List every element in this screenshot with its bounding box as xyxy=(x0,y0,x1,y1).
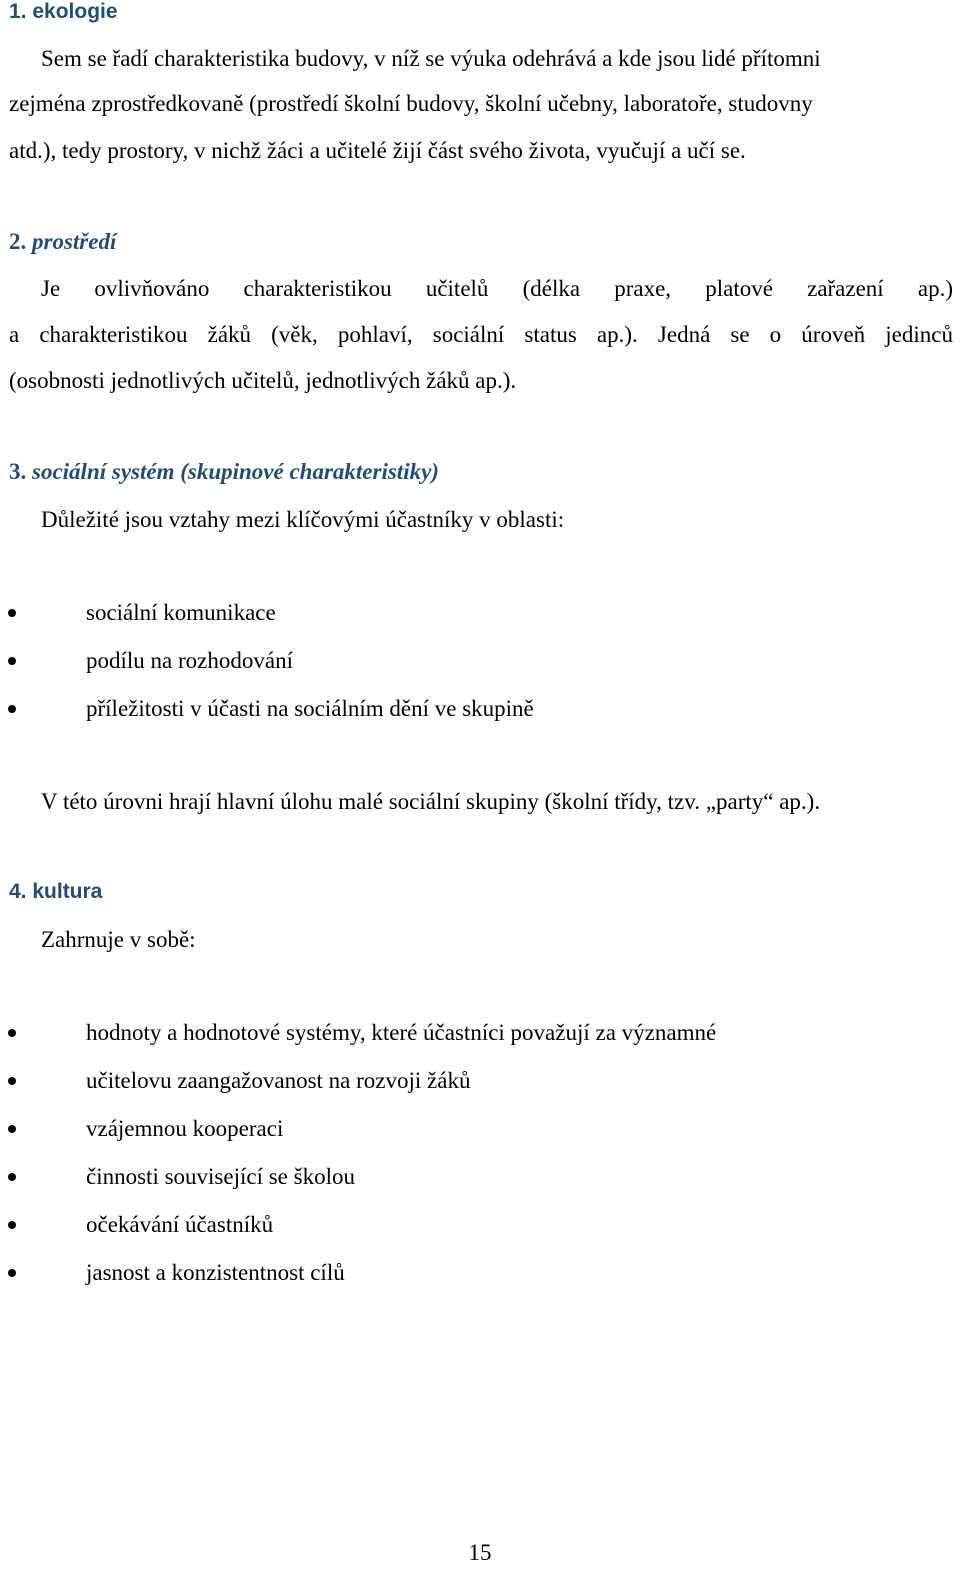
list-item-text: příležitosti v účasti na sociálním dění ve skupině xyxy=(86,696,534,721)
paragraph-line: (osobnosti jednotlivých učitelů, jednotlivých žáků ap.). xyxy=(9,368,517,393)
list-item-text: hodnoty a hodnotové systémy, které účastníci považují za významné xyxy=(86,1020,717,1045)
paragraph-line: Sem se řadí charakteristika budovy, v níž se výuka odehrává a kde jsou lidé přítomni xyxy=(41,46,821,71)
bullet-icon xyxy=(8,657,16,665)
section-title: prostředí xyxy=(32,229,117,254)
list-item-text: vzájemnou kooperaci xyxy=(86,1116,284,1141)
list-item-text: činnosti související se školou xyxy=(86,1164,355,1189)
section-heading-kultura: 4. kultura xyxy=(9,880,103,903)
section-heading-socialni-system xyxy=(9,459,439,485)
list-item-text: očekávání účastníků xyxy=(86,1212,274,1237)
section-heading-ekologie: 1. ekologie xyxy=(9,0,118,23)
paragraph-line: Důležité jsou vztahy mezi klíčovými účastníky v oblasti: xyxy=(41,507,565,532)
list-item-text: jasnost a konzistentnost cílů xyxy=(86,1260,345,1285)
paragraph-line: Je ovlivňováno charakteristikou učitelů (délka praxe, platové zařazení ap.) xyxy=(41,276,953,301)
section-heading-prostredi xyxy=(9,229,116,255)
paragraph-line: Zahrnuje v sobě: xyxy=(41,927,196,952)
page-number: 15 xyxy=(468,1540,492,1565)
bullet-icon xyxy=(8,1125,16,1133)
bullet-icon xyxy=(8,1221,16,1229)
bullet-icon xyxy=(8,1077,16,1085)
bullet-icon xyxy=(8,1029,16,1037)
bullet-icon xyxy=(8,1173,16,1181)
bullet-icon xyxy=(8,609,16,617)
list-item-text: sociální komunikace xyxy=(86,600,276,625)
section-number: 2. xyxy=(9,229,27,254)
list-item-text: učitelovu zaangažovanost na rozvoji žáků xyxy=(86,1068,471,1093)
section-number: 3. xyxy=(9,459,27,484)
list-item-text: podílu na rozhodování xyxy=(86,648,293,673)
section-title: sociální systém (skupinové charakteristiky) xyxy=(32,459,439,484)
paragraph-line: zejména zprostředkovaně (prostředí školní budovy, školní učebny, laboratoře, studovny xyxy=(9,91,813,116)
paragraph-line: V této úrovni hrají hlavní úlohu malé sociální skupiny (školní třídy, tzv. „party“ ap.). xyxy=(41,789,821,814)
bullet-icon xyxy=(8,705,16,713)
bullet-icon xyxy=(8,1269,16,1277)
paragraph-line: a charakteristikou žáků (věk, pohlaví, sociální status ap.). Jedná se o úroveň jedinců xyxy=(9,322,953,347)
paragraph-line: atd.), tedy prostory, v nichž žáci a učitelé žijí část svého života, vyučují a učí se. xyxy=(9,138,746,163)
